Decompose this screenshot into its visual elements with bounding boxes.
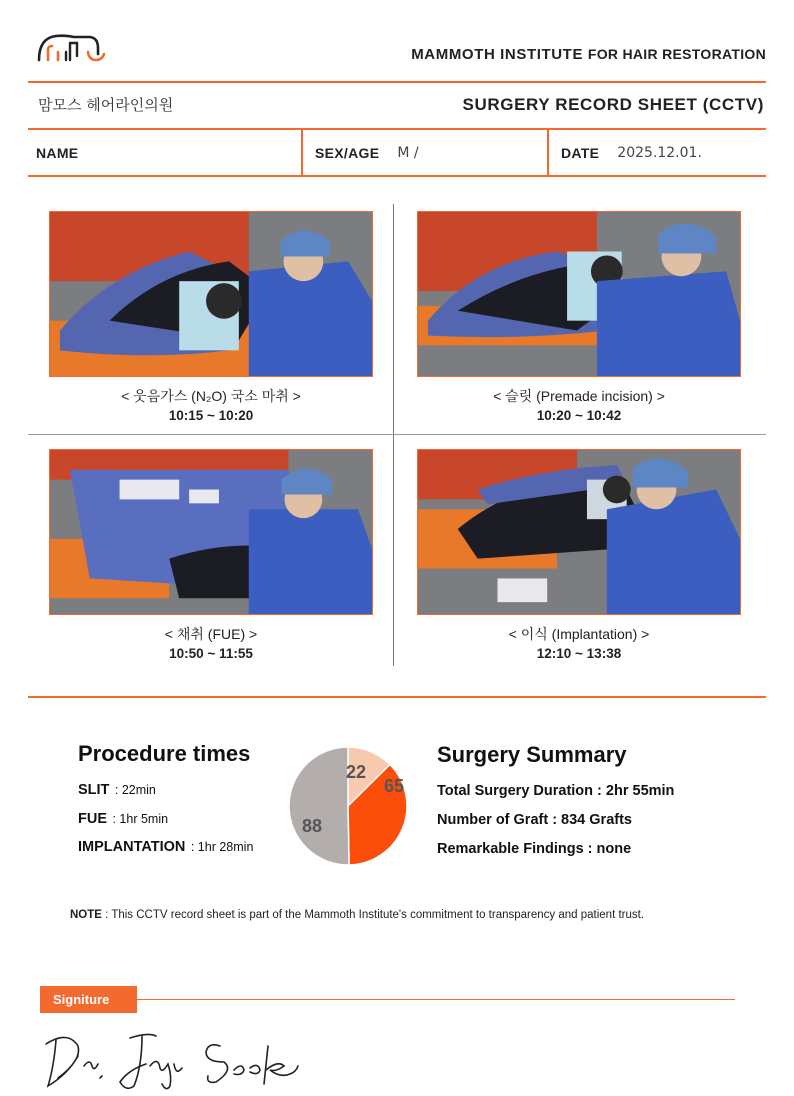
caption-title: < 이식 (Implantation) >	[508, 626, 650, 642]
name-cell	[36, 130, 96, 176]
photo-caption	[49, 625, 373, 663]
photo-caption	[417, 387, 741, 425]
signature-line	[137, 999, 735, 1000]
sheet-title: SURGERY RECORD SHEET (CCTV)	[462, 95, 764, 114]
mammoth-logo-icon	[36, 30, 108, 64]
procedure-value: : 22min	[111, 783, 156, 797]
procedure-row	[78, 839, 253, 855]
brand-name	[411, 46, 766, 63]
pie-data-label: 22	[345, 762, 367, 782]
handwritten-signature	[38, 1026, 300, 1094]
procedure-times-title: Procedure times	[78, 741, 251, 766]
clinic-korean-name: 맘모스 헤어라인의원	[38, 96, 174, 114]
note	[70, 909, 644, 921]
caption-time: 10:50 ~ 11:55	[169, 646, 253, 661]
patient-info-row	[28, 130, 766, 176]
divider-summary	[28, 696, 766, 698]
sexage-label: SEX/AGE	[315, 145, 380, 161]
procedure-label: SLIT	[78, 782, 110, 798]
caption-title: < 채취 (FUE) >	[164, 626, 258, 642]
note-text: : This CCTV record sheet is part of the Mammoth Institute's commitment to transparency and patient trust.	[101, 909, 645, 921]
surgery-photo-slit	[417, 211, 741, 377]
info-divider	[547, 130, 549, 176]
pie-data-label: 65	[383, 776, 405, 796]
sexage-value: M /	[397, 145, 419, 161]
date-cell	[561, 130, 702, 176]
date-value: 2025.12.01.	[617, 145, 702, 161]
caption-title: < 슬릿 (Premade incision) >	[493, 388, 665, 404]
brand-main: MAMMOTH INSTITUTE	[411, 46, 584, 63]
date-label: DATE	[561, 145, 600, 161]
surgery-summary-title: Surgery Summary	[437, 742, 627, 767]
surgery-photo-implantation	[417, 449, 741, 615]
procedure-pie-chart	[286, 744, 410, 868]
photo-grid-horizontal-divider	[28, 434, 766, 435]
procedure-value: : 1hr 28min	[187, 840, 254, 854]
brand-sub: FOR HAIR RESTORATION	[587, 46, 766, 62]
caption-time: 10:15 ~ 10:20	[168, 408, 254, 423]
procedure-row	[78, 811, 168, 827]
summary-row: Total Surgery Duration : 2hr 55min	[437, 783, 675, 799]
procedure-label: IMPLANTATION	[78, 839, 186, 855]
pie-slice-implantation	[289, 747, 349, 865]
photo-grid-vertical-divider	[393, 204, 394, 666]
note-label: NOTE	[70, 909, 102, 921]
caption-time: 10:20 ~ 10:42	[536, 408, 622, 423]
sexage-cell	[315, 130, 419, 176]
procedure-label: FUE	[78, 811, 107, 827]
photo-caption	[417, 625, 741, 663]
procedure-value: : 1hr 5min	[109, 812, 169, 826]
summary-row: Remarkable Findings : none	[437, 841, 632, 857]
signature-label: Signiture	[40, 986, 137, 1013]
caption-time: 12:10 ~ 13:38	[536, 646, 622, 661]
procedure-row	[78, 782, 156, 798]
summary-row: Number of Graft : 834 Grafts	[437, 812, 632, 828]
pie-data-label: 88	[301, 816, 323, 836]
caption-title: < 웃음가스 (N₂O) 국소 마취 >	[121, 388, 301, 404]
surgery-photo-anesthesia	[49, 211, 373, 377]
name-label: NAME	[36, 145, 79, 161]
divider-top	[28, 81, 766, 83]
photo-caption	[49, 387, 373, 425]
info-divider	[301, 130, 303, 176]
surgery-photo-fue	[49, 449, 373, 615]
divider-info-bottom	[28, 175, 766, 177]
